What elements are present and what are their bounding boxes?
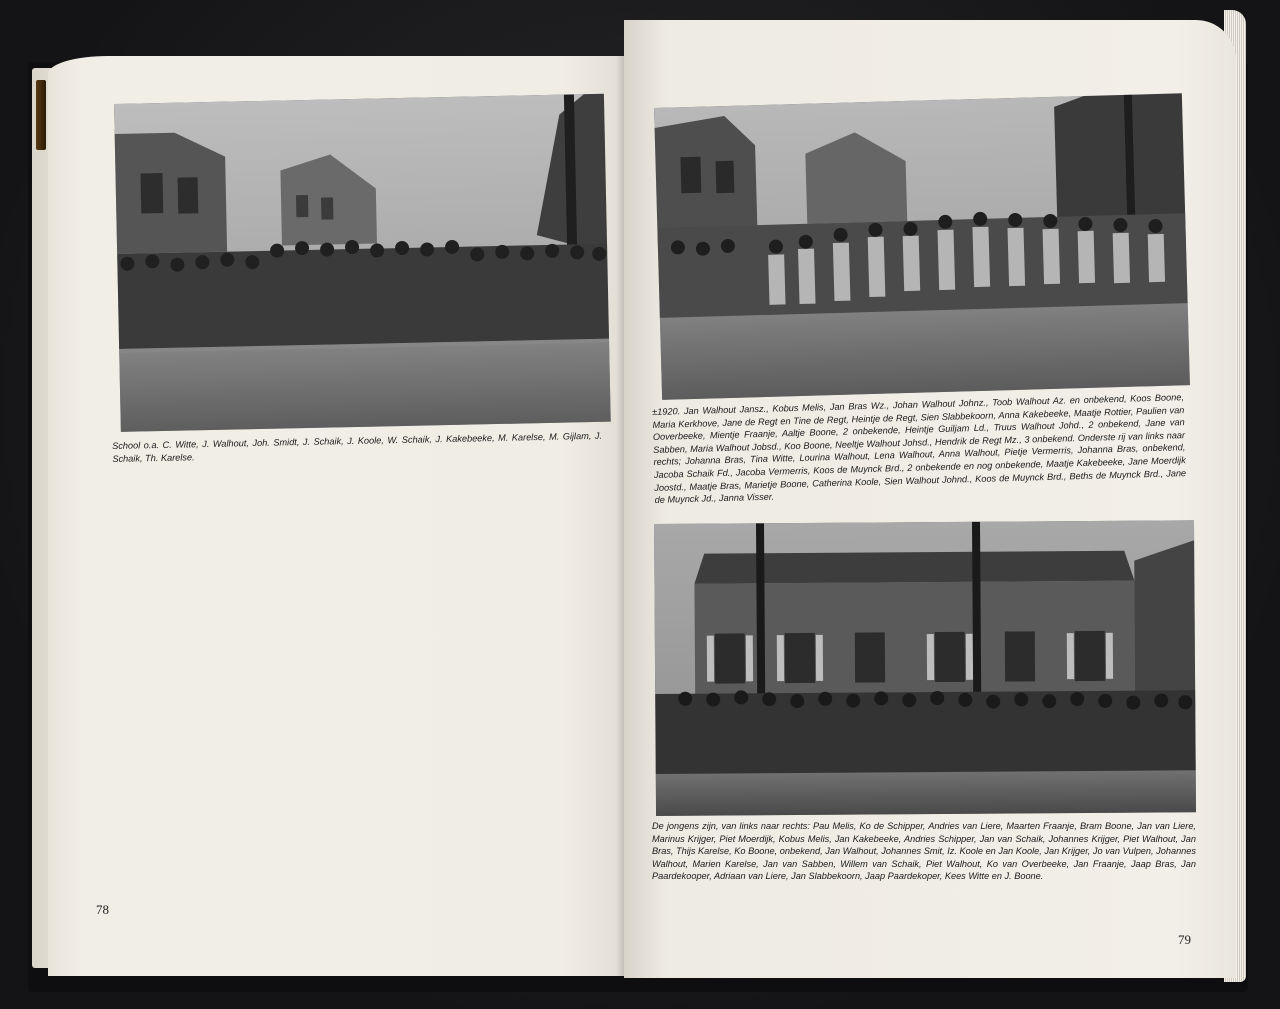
- boys-group-photo: [654, 520, 1196, 816]
- left-page: [48, 56, 636, 976]
- top-photo-caption: ±1920. Jan Walhout Jansz., Kobus Melis, Jan Bras Wz., Johan Walhout Johnz., Toob Walhout Az. en onbekend, Koos Boone, Maria Kerkhove, Jane de Regt en Tine de Regt, Heintje de Regt, Sien Slabbekoorn, Anna Kakebeeke, Maatje Rottier, Paulien van Ooverbeeke, Mientje Fraanje, Aaltje Boone, 2 onbekende, Heintje Guiljam Ld., Truus Walhout Johd., 2 onbekend, Jane van Sabben, Maria Walhout Jobsd., Koo Boone, Neeltje Walhout Johsd., Hendrik de Regt Mz., 3 onbekend. Onderste rij van links naar rechts; Johanna Bras, Tina Witte, Lourina Walhout, Lena Walhout, Anna Walhout, Pietje Vermerris, Johanna Bras, onbekend, Jacoba Schaik Fd., Jacoba Vermerris, Koos de Muynck Brd., 2 onbekende en nog onbekende, Maatje Kakebeeke, Jane Moerdijk Joostd., Maatje Bras, Marietje Boone, Catherina Koole, Sien Walhout Johnd., Koos de Muynck Brd., Beths de Muynck Brd., Jane de Muynck Jd., Janna Visser.: [652, 392, 1187, 506]
- page-number-right: 79: [1178, 932, 1191, 947]
- school-street-photo: [114, 94, 611, 432]
- left-photo-caption: School o.a. C. Witte, J. Walhout, Joh. Smidt, J. Schaik, J. Koole, W. Schaik, J. Kakebeeke, M. Karelse, M. Gijlam, J. Schaik, Th. Karelse.: [112, 430, 603, 464]
- girls-group-photo: [654, 93, 1190, 400]
- right-page: [624, 20, 1236, 978]
- page-number-left: 78: [96, 902, 109, 917]
- bookmark-ribbon: [36, 80, 46, 150]
- bottom-photo-caption: De jongens zijn, van links naar rechts: Pau Melis, Ko de Schipper, Andries van Liere, Maarten Fraanje, Bram Boone, Jan van Liere, Marinus Krijger, Piet Moerdijk, Kobus Melis, Jan Kakebeeke, Andries Schipper, Jan van Schaik, Johannes Krijger, Piet Walhout, Jan Bras, Thijs Karelse, Ko Boone, onbekend, Jan Walhout, Johannes Smit, Iz. Koole en Jan Koole, Jan Krijger, Jo van Vulpen, Johannes Walhout, Marien Karelse, Jan van Sabben, Willem van Schaik, Piet Walhout, Ko van Overbeeke, Jan Fraanje, Jaap Bras, Jan Paardekooper, Adriaan van Liere, Jan Slabbekoorn, Jaap Paardekoper, Kees Witte en J. Boone.: [652, 821, 1196, 882]
